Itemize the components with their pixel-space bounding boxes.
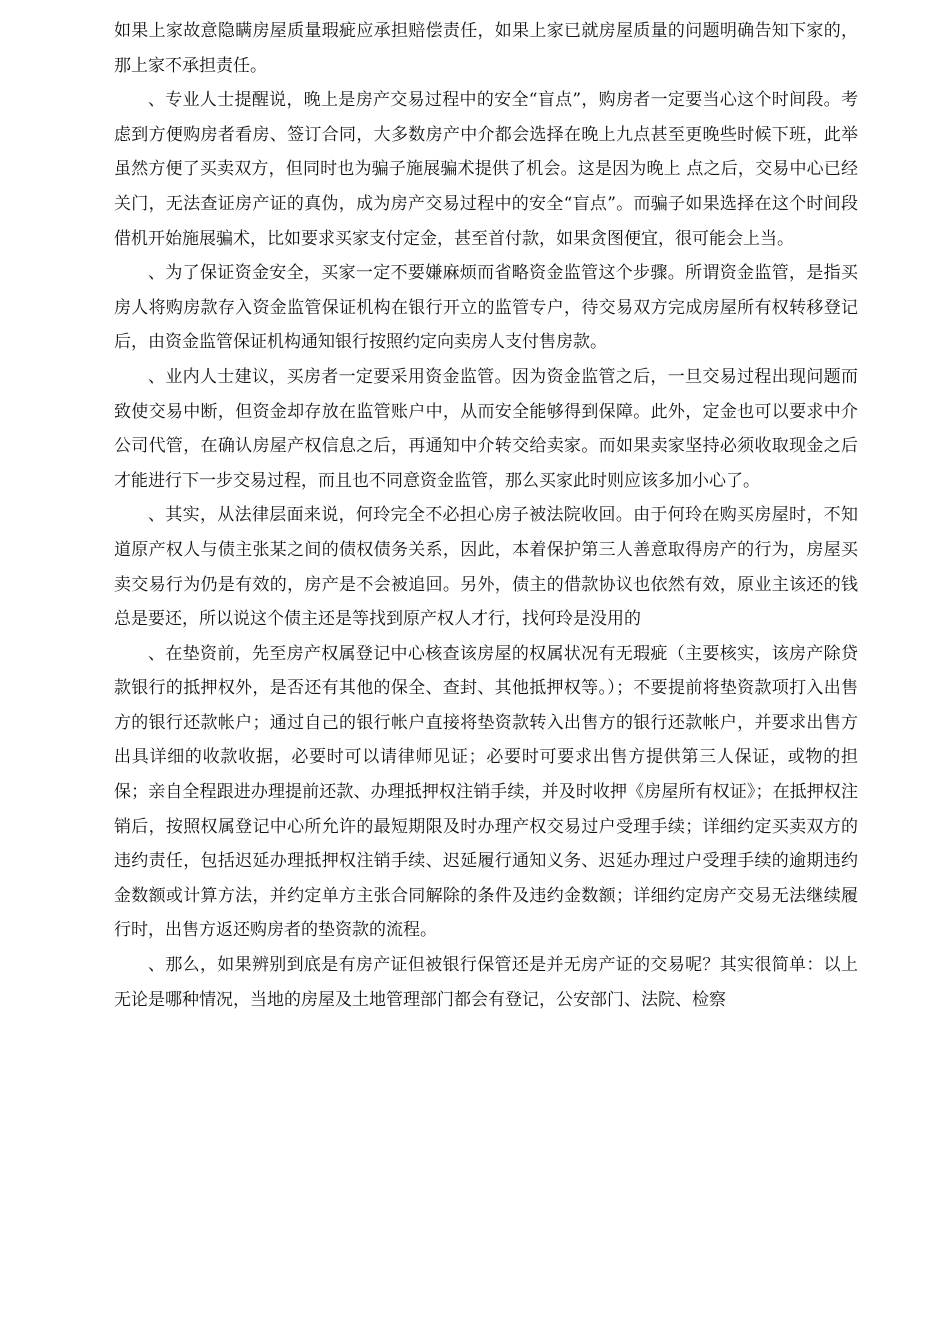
paragraph-fund-supervision-definition: 、为了保证资金安全，买家一定不要嫌麻烦而省略资金监管这个步骤。所谓资金监管，是指买房人将购房款存入资金监管保证机构在银行开立的监管专户，待交易双方完成房屋所有权转移登记后，由资金监管保证机构通知银行按照约定向卖房人支付售房款。: [114, 263, 858, 353]
paragraph-legal-perspective: 、其实，从法律层面来说，何玲完全不必担心房子被法院收回。由于何玲在购买房屋时，不知道原产权人与债主张某之间的债权债务关系，因此，本着保护第三人善意取得房产的行为，房屋买卖交易行为仍是有效的，房产是不会被追回。另外，债主的借款协议也依然有效，原业主该还的钱总是要还，所以说这个债主还是等找到原产权人才行，找何玲是没用的: [114, 505, 858, 630]
paragraph-night-blind-spot: 、专业人士提醒说，晚上是房产交易过程中的安全“盲点”，购房者一定要当心这个时间段。考虑到方便购房者看房、签订合同，大多数房产中介都会选择在晚上九点甚至更晚些时候下班，此举虽然方便了买卖双方，但同时也为骗子施展骗术提供了机会。这是因为晚上 点之后，交易中心已经关门，无法查证房产证的真伪，成为房产交易过程中的安全“盲点”。而骗子如果选择在这个时间段借机开始施展骗术，比如要求买家支付定金，甚至首付款，如果贪图便宜，很可能会上当。: [114, 90, 858, 249]
paragraph-fund-supervision-advice: 、业内人士建议，买房者一定要采用资金监管。因为资金监管之后，一旦交易过程出现问题而致使交易中断，但资金却存放在监管账户中，从而安全能够得到保障。此外，定金也可以要求中介公司代管，在确认房屋产权信息之后，再通知中介转交给卖家。而如果卖家坚持必须收取现金之后才能进行下一步交易过程，而且也不同意资金监管，那么买家此时则应该多加小心了。: [114, 366, 858, 491]
paragraph-certificate-verification: 、那么，如果辨别到底是有房产证但被银行保管还是并无房产证的交易呢？其实很简单：以上无论是哪种情况，当地的房屋及土地管理部门都会有登记，公安部门、法院、检察: [114, 955, 858, 1010]
document-page: [114, 14, 858, 1017]
paragraph-bridge-loan-steps: 、在垫资前，先至房产权属登记中心核查该房屋的权属状况有无瑕疵（主要核实，该房产除贷款银行的抵押权外，是否还有其他的保全、查封、其他抵押权等。）；不要提前将垫资款项打入出售方的银行还款帐户；通过自己的银行帐户直接将垫资款转入出售方的银行还款帐户，并要求出售方出具详细的收款收据，必要时可以请律师见证；必要时可要求出售方提供第三人保证，或物的担保；亲自全程跟进办理提前还款、办理抵押权注销手续，并及时收押《房屋所有权证》；在抵押权注销后，按照权属登记中心所允许的最短期限及时办理产权交易过户受理手续；详细约定买卖双方的违约责任，包括迟延办理抵押权注销手续、迟延履行通知义务、迟延办理过户受理手续的逾期违约金数额或计算方法，并约定单方主张合同解除的条件及违约金数额；详细约定房产交易无法继续履行时，出售方返还购房者的垫资款的流程。: [114, 643, 858, 941]
paragraph-continued-liability: 如果上家故意隐瞒房屋质量瑕疵应承担赔偿责任，如果上家已就房屋质量的问题明确告知下家的，那上家不承担责任。: [114, 21, 858, 76]
